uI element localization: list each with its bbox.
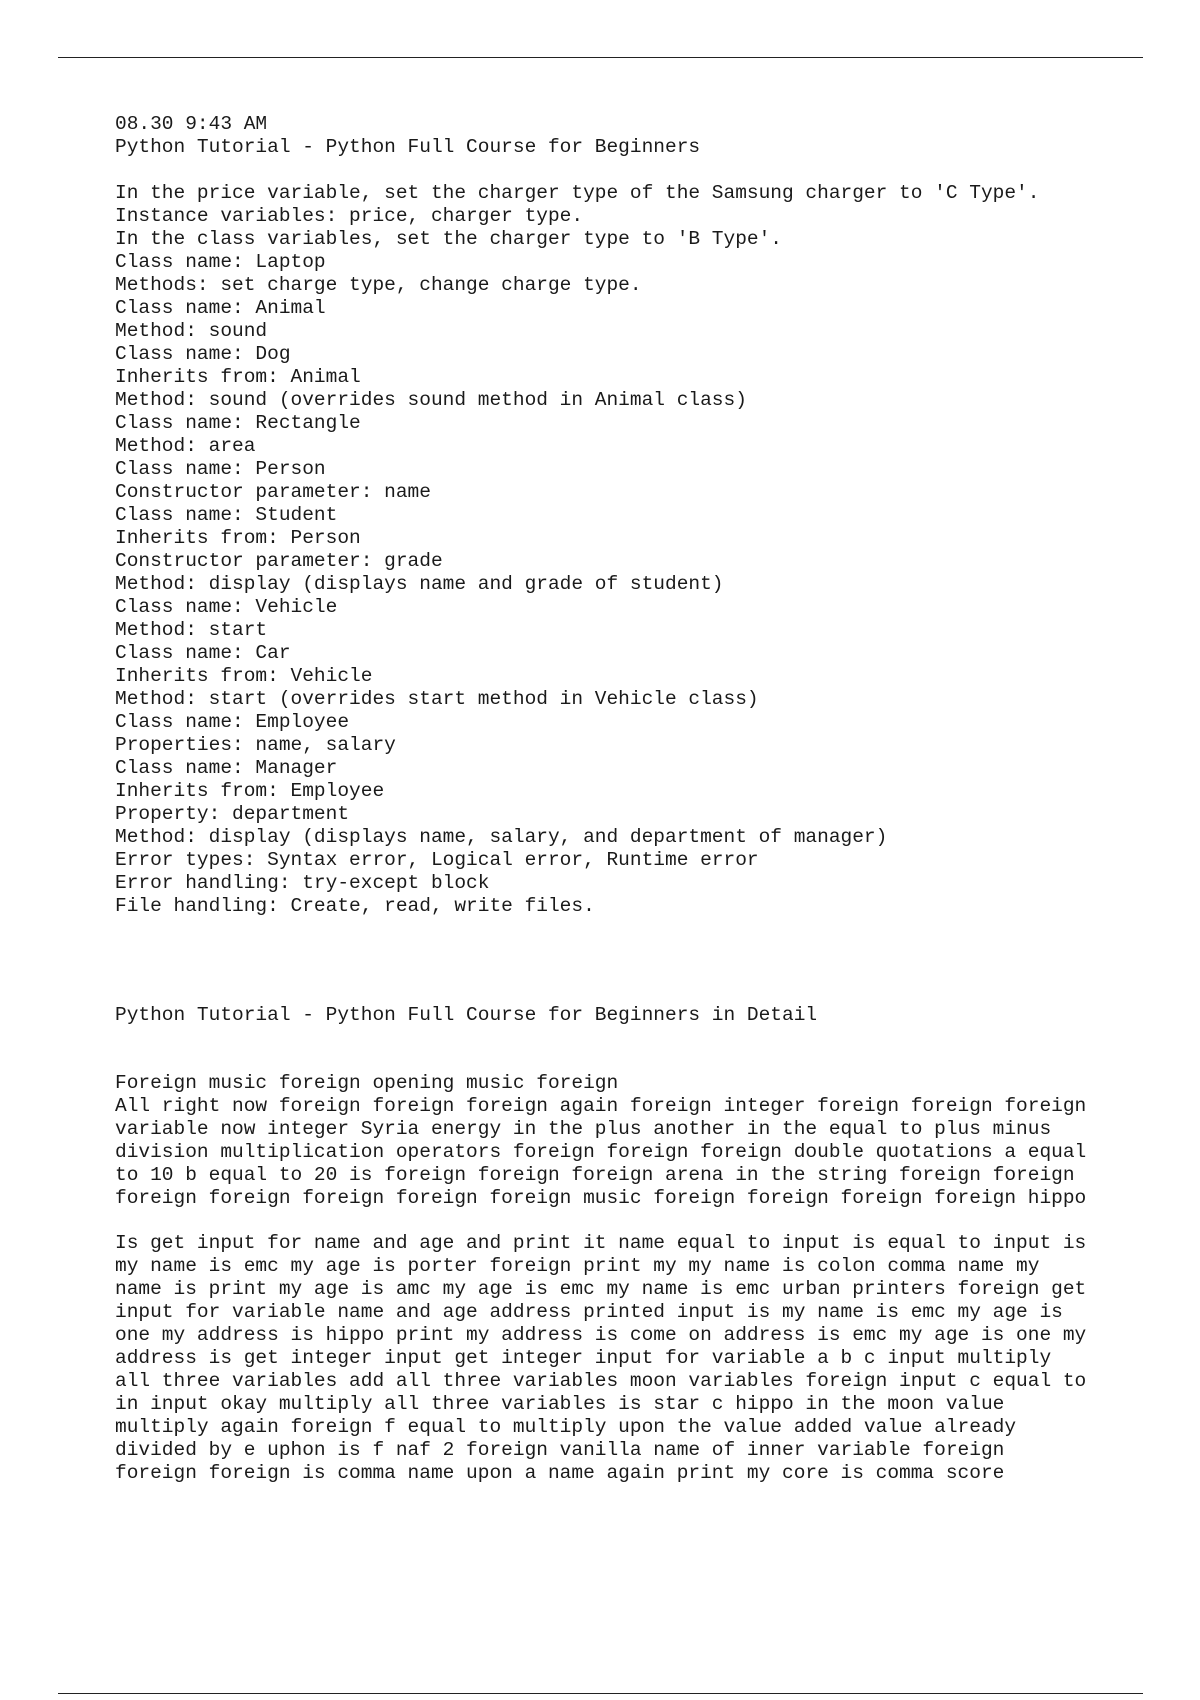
document-title: Python Tutorial - Python Full Course for Beginners [115,136,701,158]
note-line: Method: sound [115,320,268,342]
transcript-paragraph-1: Foreign music foreign opening music foreign All right now foreign foreign foreign again foreign integer foreign foreign foreign variable now integer Syria energy in the plus another in the equal to plus minus division multiplication operators foreign foreign foreign double quotations a equal to 10 b equal to 20 is foreign foreign foreign arena in the string foreign foreign foreign foreign foreign foreign foreign music foreign foreign foreign foreign hippo [115,1072,1087,1209]
note-line: Class name: Rectangle [115,412,361,434]
note-line: Class name: Animal [115,297,326,319]
note-line: In the class variables, set the charger type to 'B Type'. [115,228,783,250]
note-line: Method: start (overrides start method in Vehicle class) [115,688,759,710]
note-line: Instance variables: price, charger type. [115,205,584,227]
note-line: In the price variable, set the charger type of the Samsung charger to 'C Type'. [115,182,1040,204]
note-line: Constructor parameter: name [115,481,431,503]
note-line: Method: start [115,619,268,641]
transcript-paragraph-2: Is get input for name and age and print it name equal to input is equal to input is my name is emc my age is porter foreign print my my name is colon comma name my name is print my age is amc my age is emc my name is emc urban printers foreign get input for variable name and age address printed input is my name is emc my age is one my address is hippo print my address is come on address is emc my age is one my address is get integer input get integer input for variable a b c input multiply all three variables add all three variables moon variables foreign input c equal to in input okay multiply all three variables is star c hippo in the moon value multiply again foreign f equal to multiply upon the value added value already divided by e uphon is f naf 2 foreign vanilla name of inner variable foreign foreign foreign is comma name upon a name again print my core is comma score [115,1232,1087,1484]
note-line: Class name: Person [115,458,326,480]
note-line: Properties: name, salary [115,734,396,756]
top-rule [58,57,1143,58]
notes-list [115,182,1155,918]
note-line: Property: department [115,803,350,825]
note-line: Inherits from: Vehicle [115,665,373,687]
note-line: Inherits from: Person [115,527,361,549]
note-line: Constructor parameter: grade [115,550,443,572]
bottom-rule [58,1693,1143,1694]
note-line: Class name: Manager [115,757,338,779]
note-line: Inherits from: Animal [115,366,361,388]
note-line: Method: area [115,435,256,457]
note-line: File handling: Create, read, write files. [115,895,595,917]
note-line: Class name: Vehicle [115,596,338,618]
note-line: Inherits from: Employee [115,780,385,802]
detail-title: Python Tutorial - Python Full Course for Beginners in Detail [115,1004,818,1026]
note-line: Class name: Dog [115,343,291,365]
note-line: Method: sound (overrides sound method in Animal class) [115,389,747,411]
note-line: Class name: Car [115,642,291,664]
note-line: Class name: Student [115,504,338,526]
note-line: Error types: Syntax error, Logical error, Runtime error [115,849,759,871]
timestamp: 08.30 9:43 AM [115,113,268,135]
note-line: Method: display (displays name and grade of student) [115,573,724,595]
note-line: Error handling: try-except block [115,872,490,894]
note-line: Class name: Laptop [115,251,326,273]
note-line: Methods: set charge type, change charge type. [115,274,642,296]
note-line: Class name: Employee [115,711,350,733]
document-body [115,113,1155,1485]
note-line: Method: display (displays name, salary, and department of manager) [115,826,888,848]
